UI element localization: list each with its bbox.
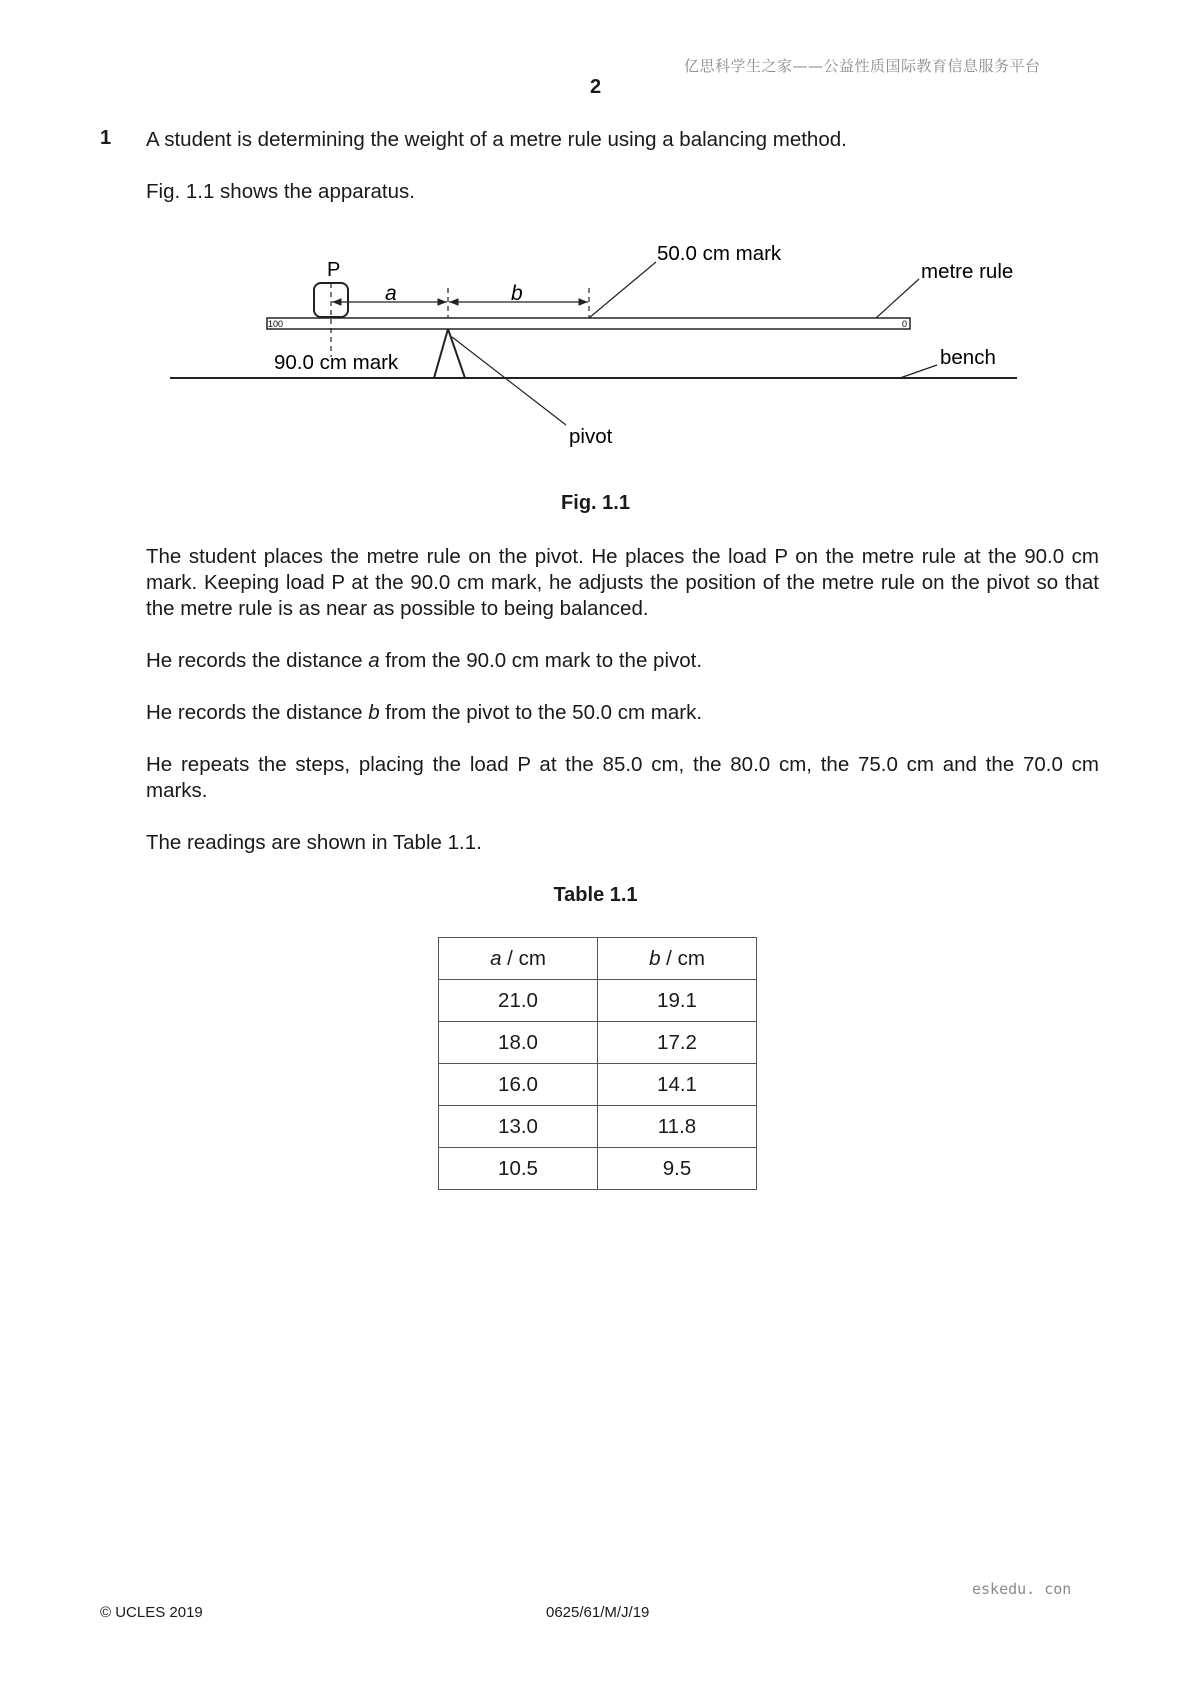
- load-p-label: P: [327, 259, 341, 281]
- paragraph-repeat: He repeats the steps, placing the load P at the 85.0 cm, the 80.0 cm, the 75.0 cm and the 70.0 cm marks.: [146, 753, 1099, 802]
- cell-b: 14.1: [598, 1064, 757, 1106]
- cell-b: 19.1: [598, 980, 757, 1022]
- metre-rule-label: metre rule: [921, 260, 1014, 283]
- footer-watermark: eskedu. con: [972, 1580, 1072, 1598]
- cell-b: 11.8: [598, 1106, 757, 1148]
- header-b: [598, 938, 757, 980]
- table-header-row: [439, 938, 757, 980]
- header-a-var: a: [490, 946, 502, 970]
- apparatus-diagram: [0, 0, 1191, 480]
- metre-rule-leader: [876, 279, 919, 318]
- readings-table: [438, 937, 757, 1190]
- p3-text-pre: He records the distance: [146, 701, 369, 724]
- cell-b: 17.2: [598, 1022, 757, 1064]
- distance-b-label: b: [511, 282, 523, 305]
- table-row: [439, 1106, 757, 1148]
- p2-text-post: from the 90.0 cm mark to the pivot.: [379, 649, 703, 672]
- cell-b: 9.5: [598, 1148, 757, 1190]
- pivot-wedge: [434, 329, 465, 378]
- scale-0-label: 0: [902, 319, 908, 329]
- question-intro: A student is determining the weight of a metre rule using a balancing method.: [146, 128, 847, 151]
- header-a: [439, 938, 598, 980]
- paragraph-readings: The readings are shown in Table 1.1.: [146, 831, 482, 854]
- distance-a-label: a: [385, 282, 397, 305]
- cell-a: 13.0: [439, 1106, 598, 1148]
- p2-variable: a: [368, 649, 380, 672]
- cell-a: 10.5: [439, 1148, 598, 1190]
- header-watermark: 亿思科学生之家——公益性质国际教育信息服务平台: [684, 57, 1041, 75]
- mark-90-label: 90.0 cm mark: [274, 351, 399, 374]
- p2-text-pre: He records the distance: [146, 649, 369, 672]
- scale-100-label: 100: [268, 319, 284, 329]
- page-number: 2: [589, 76, 602, 98]
- mark-50-leader: [589, 262, 656, 318]
- header-a-unit: / cm: [501, 946, 546, 970]
- figure-intro: Fig. 1.1 shows the apparatus.: [146, 180, 415, 203]
- header-b-var: b: [649, 946, 661, 970]
- question-number: 1: [100, 127, 112, 149]
- metre-rule-bar: [267, 318, 910, 329]
- paragraph-distance-a: [146, 648, 1099, 674]
- pivot-label: pivot: [569, 425, 613, 448]
- table-row: [439, 1022, 757, 1064]
- p3-variable: b: [368, 701, 380, 724]
- table-caption: Table 1.1: [553, 884, 638, 906]
- cell-a: 16.0: [439, 1064, 598, 1106]
- footer-copyright: © UCLES 2019: [100, 1604, 203, 1621]
- paragraph-procedure: The student places the metre rule on the pivot. He places the load P on the metre rule at the 90.0 cm mark. Keeping load P at the 90.0 cm mark, he adjusts the position of the metre rule on the pivot so that the metre rule is as near as possible to being balanced.: [146, 545, 1099, 620]
- table-row: [439, 1064, 757, 1106]
- table-row: [439, 980, 757, 1022]
- header-b-unit: / cm: [660, 946, 705, 970]
- footer-paper-code: 0625/61/M/J/19: [546, 1604, 650, 1621]
- pivot-leader: [452, 337, 566, 425]
- table-row: [439, 1148, 757, 1190]
- bench-leader: [900, 365, 937, 378]
- bench-label: bench: [940, 346, 996, 369]
- cell-a: 21.0: [439, 980, 598, 1022]
- figure-caption: Fig. 1.1: [561, 492, 630, 514]
- p3-text-post: from the pivot to the 50.0 cm mark.: [379, 701, 703, 724]
- mark-50-label: 50.0 cm mark: [657, 242, 782, 265]
- cell-a: 18.0: [439, 1022, 598, 1064]
- paragraph-distance-b: [146, 700, 1099, 726]
